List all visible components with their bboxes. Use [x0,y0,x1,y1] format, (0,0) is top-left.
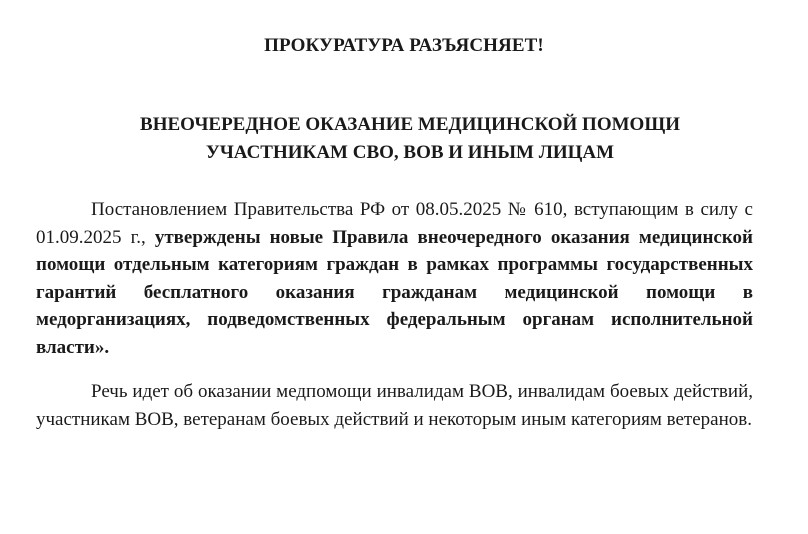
paragraph-2: Речь идет об оказании медпомощи инвалидам ВОВ, инвалидам боевых действий, участникам ВОВ, ветеранам боевых действий и некоторым иным категориям ветеранов. [36,381,753,430]
title-line-2: УЧАСТНИКАМ СВО, ВОВ И ИНЫМ ЛИЦАМ [205,142,615,163]
document-title [40,111,780,167]
document-header: ПРОКУРАТУРА РАЗЪЯСНЯЕТ! [264,35,544,56]
paragraph-1-intro: Постановлением Правительства РФ от 08.05.2025 № 610, вступающим в силу с 01.09.2025 г., [36,199,753,248]
paragraph-1-bold: утверждены новые Правила внеочередного оказания медицинской помощи отдельным категориям граждан в рамках программы государственных гарантий бесплатного оказания гражданам медицинской помощи в медорганизациях, подведомственных федеральным органам исполнительной власти». [36,226,753,358]
paragraph-1 [36,196,753,361]
title-line-1: ВНЕОЧЕРЕДНОЕ ОКАЗАНИЕ МЕДИЦИНСКОЙ ПОМОЩИ [140,114,680,135]
